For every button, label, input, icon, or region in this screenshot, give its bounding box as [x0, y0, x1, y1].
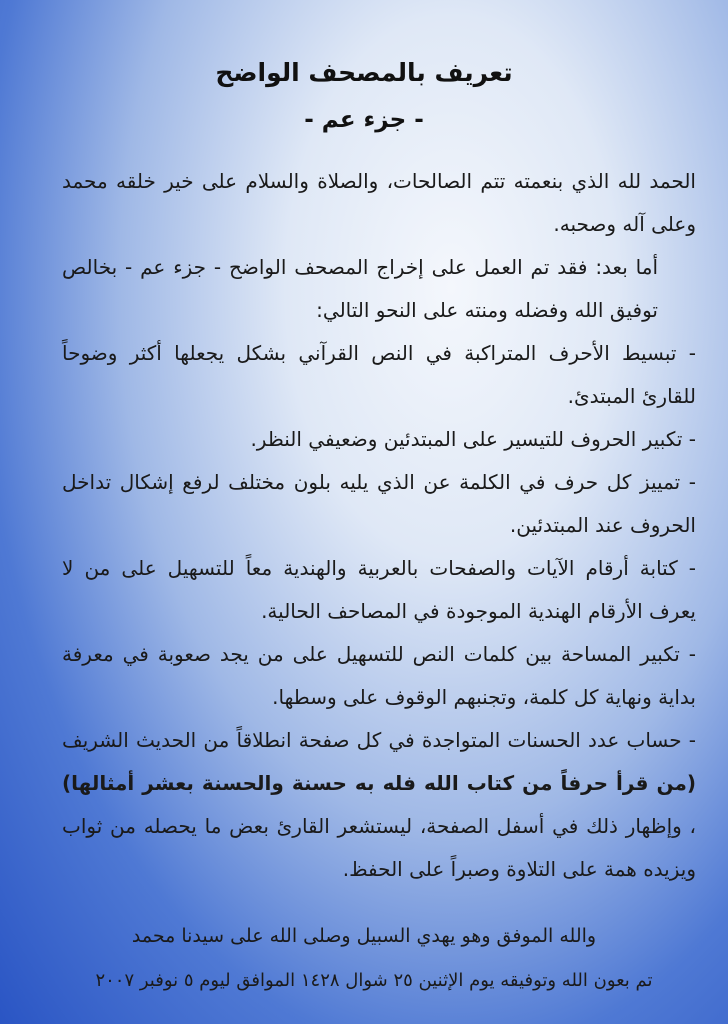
- intro-paragraph: الحمد لله الذي بنعمته تتم الصالحات، والصلاة والسلام على خير خلقه محمد وعلى آله وصحبه.: [62, 169, 696, 236]
- body-text: [62, 160, 696, 891]
- hadith-quote: (من قرأ حرفاً من كتاب الله فله به حسنة والحسنة بعشر أمثالها): [62, 771, 696, 795]
- point-text: - حساب عدد الحسنات المتواجدة في كل صفحة انطلاقاً من الحديث الشريف: [62, 728, 696, 752]
- page-title: تعريف بالمصحف الواضح: [215, 58, 513, 87]
- date-line: تم بعون الله وتوفيقه يوم الإثنين ٢٥ شوال ١٤٢٨ الموافق ليوم ٥ نوفبر ٢٠٠٧: [95, 970, 653, 991]
- preface-paragraph: أما بعد: فقد تم العمل على إخراج المصحف الواضح - جزء عم - بخالص توفيق الله وفضله ومنته على النحو التالي:: [62, 255, 658, 322]
- point-item: - تكبير الحروف للتيسير على المبتدئين وضعيفي النظر.: [250, 427, 696, 451]
- point-item-hadith: [62, 719, 696, 891]
- point-item: - كتابة أرقام الآيات والصفحات بالعربية والهندية معاً للتسهيل على من لا يعرف الأرقام الهندية الموجودة في المصاحف الحالية.: [62, 556, 696, 623]
- point-item: - تمييز كل حرف في الكلمة عن الذي يليه بلون مختلف لرفع إشكال تداخل الحروف عند المبتدئين.: [62, 470, 696, 537]
- closing-line: والله الموفق وهو يهدي السبيل وصلى الله على سيدنا محمد: [131, 925, 597, 947]
- point-item: - تكبير المساحة بين كلمات النص للتسهيل على من يجد صعوبة في معرفة بداية ونهاية كل كلمة، وتجنبهم الوقوف على وسطها.: [62, 642, 696, 709]
- point-item: - تبسيط الأحرف المتراكبة في النص القرآني بشكل يجعلها أكثر وضوحاً للقارئ المبتدئ.: [62, 341, 696, 408]
- point-text: ، وإظهار ذلك في أسفل الصفحة، ليستشعر القارئ بعض ما يحصله من ثواب ويزيده همة على التلاوة وصبراً على الحفظ.: [62, 814, 696, 881]
- page-subtitle: - جزء عم -: [304, 107, 424, 133]
